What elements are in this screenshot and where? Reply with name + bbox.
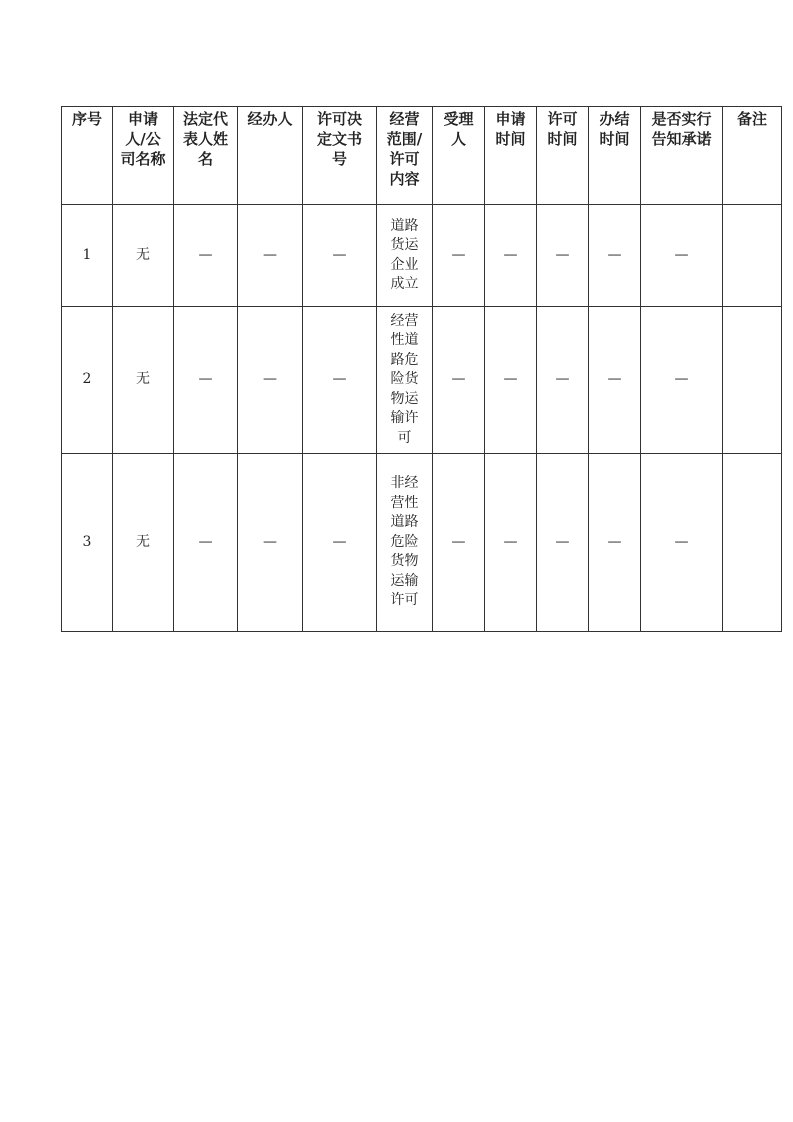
header-acceptor bbox=[433, 107, 485, 205]
cell-handler: — bbox=[238, 307, 303, 454]
cell-apply-time: — bbox=[485, 454, 537, 632]
cell-acceptor: — bbox=[433, 205, 485, 307]
cell-legal-rep: — bbox=[174, 205, 238, 307]
header-apply-time-label: 申请时间 bbox=[495, 110, 526, 148]
cell-scope-text: 经营性道路危险货物运输许可 bbox=[390, 312, 419, 446]
cell-decision-no: — bbox=[303, 205, 377, 307]
cell-remark bbox=[723, 454, 782, 632]
permit-table bbox=[61, 106, 782, 632]
cell-applicant: 无 bbox=[113, 454, 174, 632]
cell-permit-time: — bbox=[537, 454, 589, 632]
header-remark-label: 备注 bbox=[736, 110, 767, 128]
header-permit-time bbox=[537, 107, 589, 205]
header-seq bbox=[62, 107, 113, 205]
header-decision-no-label: 许可决定文书号 bbox=[316, 110, 362, 168]
header-handler bbox=[238, 107, 303, 205]
header-complete-time bbox=[589, 107, 641, 205]
cell-seq: 2 bbox=[62, 307, 113, 454]
header-remark bbox=[723, 107, 782, 205]
table-header-row bbox=[62, 107, 782, 205]
cell-legal-rep: — bbox=[174, 307, 238, 454]
header-notify-commit bbox=[641, 107, 723, 205]
cell-apply-time: — bbox=[485, 307, 537, 454]
cell-applicant: 无 bbox=[113, 307, 174, 454]
cell-scope bbox=[377, 454, 433, 632]
cell-notify-commit: — bbox=[641, 454, 723, 632]
cell-scope bbox=[377, 205, 433, 307]
header-acceptor-label: 受理人 bbox=[443, 110, 474, 148]
cell-acceptor: — bbox=[433, 307, 485, 454]
header-permit-time-label: 许可时间 bbox=[547, 110, 578, 148]
cell-remark bbox=[723, 205, 782, 307]
cell-handler: — bbox=[238, 454, 303, 632]
cell-scope-text: 非经营性道路危险货物运输许可 bbox=[390, 475, 419, 609]
header-legal-rep bbox=[174, 107, 238, 205]
header-complete-time-label: 办结时间 bbox=[599, 110, 630, 148]
cell-remark bbox=[723, 307, 782, 454]
header-scope bbox=[377, 107, 433, 205]
cell-scope-text: 道路货运企业成立 bbox=[390, 217, 419, 292]
cell-acceptor: — bbox=[433, 454, 485, 632]
table-row bbox=[62, 454, 782, 632]
cell-applicant: 无 bbox=[113, 205, 174, 307]
cell-scope bbox=[377, 307, 433, 454]
cell-decision-no: — bbox=[303, 454, 377, 632]
header-applicant-label: 申请人/公司名称 bbox=[120, 110, 166, 168]
cell-seq: 1 bbox=[62, 205, 113, 307]
cell-permit-time: — bbox=[537, 307, 589, 454]
cell-seq: 3 bbox=[62, 454, 113, 632]
header-handler-label: 经办人 bbox=[247, 110, 293, 128]
cell-notify-commit: — bbox=[641, 205, 723, 307]
table-row bbox=[62, 205, 782, 307]
table-row bbox=[62, 307, 782, 454]
header-seq-label: 序号 bbox=[71, 110, 102, 128]
header-notify-commit-label: 是否实行告知承诺 bbox=[651, 110, 712, 148]
cell-handler: — bbox=[238, 205, 303, 307]
cell-legal-rep: — bbox=[174, 454, 238, 632]
header-applicant bbox=[113, 107, 174, 205]
header-apply-time bbox=[485, 107, 537, 205]
cell-apply-time: — bbox=[485, 205, 537, 307]
header-legal-rep-label: 法定代表人姓名 bbox=[182, 110, 228, 168]
cell-complete-time: — bbox=[589, 454, 641, 632]
header-scope-label: 经营范围/许可内容 bbox=[386, 110, 423, 188]
header-decision-no bbox=[303, 107, 377, 205]
cell-complete-time: — bbox=[589, 307, 641, 454]
cell-notify-commit: — bbox=[641, 307, 723, 454]
cell-permit-time: — bbox=[537, 205, 589, 307]
cell-complete-time: — bbox=[589, 205, 641, 307]
cell-decision-no: — bbox=[303, 307, 377, 454]
